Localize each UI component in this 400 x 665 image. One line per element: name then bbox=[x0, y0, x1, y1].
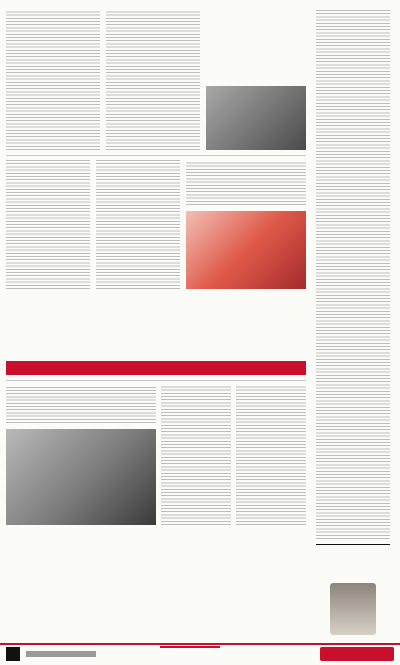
bottom-story-photo bbox=[206, 86, 306, 150]
bottom-story-body-column bbox=[106, 10, 200, 150]
second-story-body-column bbox=[96, 160, 180, 289]
second-story-headline bbox=[6, 297, 306, 355]
second-story bbox=[6, 160, 306, 375]
main-story-deck bbox=[6, 531, 306, 549]
bottom-story bbox=[6, 10, 306, 150]
second-story-body-column bbox=[6, 160, 90, 289]
second-story-banner bbox=[6, 361, 306, 375]
bottom-story-body-column bbox=[6, 10, 100, 150]
page-number bbox=[6, 647, 20, 661]
main-story-body-column bbox=[161, 385, 231, 525]
column-headline bbox=[316, 544, 390, 577]
main-story-kicker bbox=[6, 625, 156, 635]
section-divider bbox=[6, 380, 306, 381]
second-story-body-column bbox=[186, 160, 306, 205]
masthead bbox=[0, 643, 400, 665]
column-body-text bbox=[316, 10, 390, 539]
bottom-story-headline bbox=[206, 32, 306, 80]
main-story-body-column bbox=[236, 385, 306, 525]
main-story-body-column bbox=[6, 385, 156, 423]
section-name bbox=[160, 646, 220, 660]
columnist-portrait bbox=[330, 583, 376, 635]
main-story-headline bbox=[6, 553, 306, 621]
newspaper-logo bbox=[320, 647, 394, 661]
issue-date bbox=[26, 651, 96, 657]
section-divider bbox=[6, 155, 306, 156]
second-story-photo bbox=[186, 211, 306, 289]
main-story-photo bbox=[6, 429, 156, 525]
columnist-column bbox=[312, 10, 394, 635]
main-story bbox=[6, 385, 306, 635]
